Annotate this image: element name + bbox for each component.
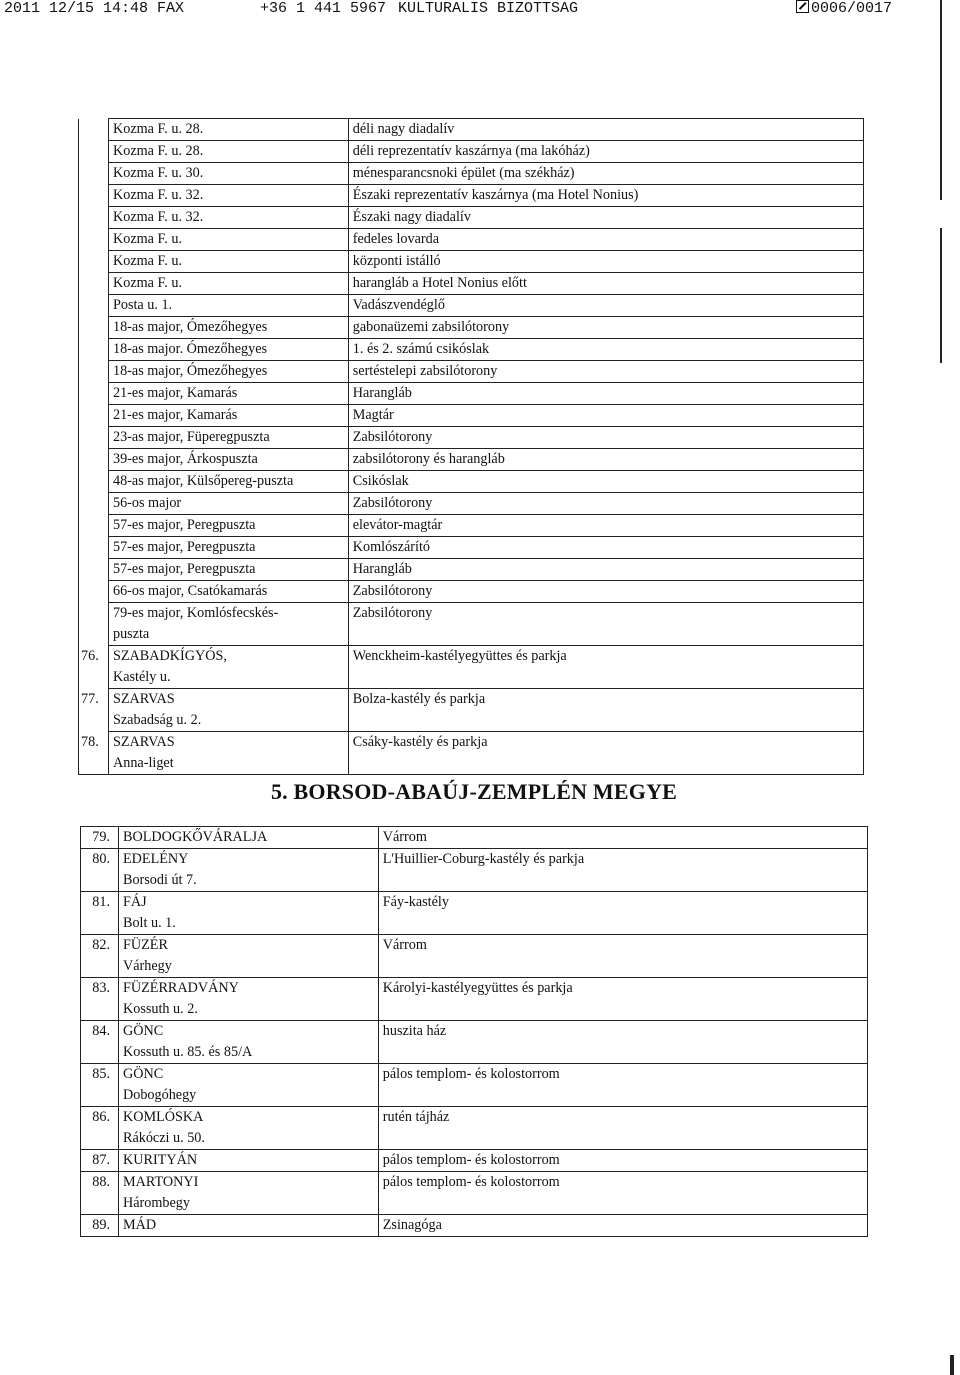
entry-number [79,449,109,471]
location-address: Kossuth u. 85. és 85/A [122,1044,253,1060]
entry-description: L'Huillier-Coburg-kastély és parkja [378,849,867,892]
location-name: Kozma F. u. [112,253,182,269]
entry-description: Károlyi-kastélyegyüttes és parkja [378,978,867,1021]
scan-edge-line [940,228,942,363]
table-row [79,603,864,646]
location-name: FÜZÉRRADVÁNY [122,980,239,996]
entry-location [118,1021,378,1064]
entry-description: Harangláb [348,559,863,581]
table-row [79,295,864,317]
entry-description: déli nagy diadalív [348,119,863,141]
table-row [79,537,864,559]
entry-location [108,427,348,449]
location-name: BOLDOGKŐVÁRALJA [122,829,268,845]
entry-location [108,383,348,405]
location-name: Kozma F. u. 32. [112,187,204,203]
table-row [79,229,864,251]
location-name: 57-es major, Peregpuszta [112,517,256,533]
entry-number [79,207,109,229]
table-row [81,1021,868,1064]
table-row [79,339,864,361]
table-row [81,1215,868,1237]
entry-description: Északi nagy diadalív [348,207,863,229]
location-name: 21-es major, Kamarás [112,385,238,401]
fax-phone: +36 1 441 5967 [260,0,387,17]
entry-number: 87. [81,1150,119,1172]
location-name: 21-es major, Kamarás [112,407,238,423]
entry-number [79,317,109,339]
table-row [79,317,864,339]
entry-description: pálos templom- és kolostorrom [378,1172,867,1215]
table-row [79,361,864,383]
entry-description: pálos templom- és kolostorrom [378,1150,867,1172]
entry-location [108,339,348,361]
location-name: Kozma F. u. [112,231,182,247]
table-row [79,559,864,581]
entry-location [108,185,348,207]
table-row [79,163,864,185]
entry-number: 83. [81,978,119,1021]
entry-description: Fáy-kastély [378,892,867,935]
location-address: puszta [112,626,150,642]
entry-number [79,537,109,559]
entry-description: Zabsilótorony [348,493,863,515]
entry-number [79,493,109,515]
entry-description: Zabsilótorony [348,603,863,646]
entry-location [108,119,348,141]
entry-number [79,471,109,493]
location-name: EDELÉNY [122,851,189,867]
location-name: SZABADKÍGYÓS, [112,648,227,664]
entry-location [108,141,348,163]
entry-number [79,427,109,449]
location-name: 79-es major, Komlósfecskés- [112,605,279,621]
location-name: 23-as major, Füperegpuszta [112,429,270,445]
entry-description: ménesparancsnoki épület (ma székház) [348,163,863,185]
entry-location [108,515,348,537]
fax-page [796,0,892,17]
table-row [79,449,864,471]
table-row [81,849,868,892]
location-name: SZARVAS [112,734,175,750]
fax-sender: KULTURALIS BIZOTTSAG [398,0,579,17]
location-name: GÖNC [122,1066,164,1082]
entry-location [108,732,348,775]
monuments-table-body [81,827,868,1237]
entry-number: 77. [79,689,109,732]
scan-edge-line [940,0,942,200]
table-row [79,732,864,775]
entry-location [108,295,348,317]
fax-header [4,0,954,24]
location-address: Dobogóhegy [122,1087,197,1103]
location-address: Szabadság u. 2. [112,712,202,728]
table-row [79,383,864,405]
location-address: Rákóczi u. 50. [122,1130,205,1146]
monuments-table-body [79,119,864,775]
table-row [79,646,864,689]
entry-description: Wenckheim-kastélyegyüttes és parkja [348,646,863,689]
entry-location [118,1172,378,1215]
location-address: Borsodi út 7. [122,872,197,888]
table-row [81,1107,868,1150]
table-row [79,141,864,163]
monuments-table-bekes [78,118,864,775]
entry-number [79,603,109,646]
entry-number: 82. [81,935,119,978]
entry-location [108,471,348,493]
section-title: 5. BORSOD-ABAÚJ-ZEMPLÉN MEGYE [270,779,678,804]
entry-location [108,493,348,515]
entry-location [118,1064,378,1107]
entry-location [118,978,378,1021]
entry-number [79,229,109,251]
monuments-table-borsod [80,826,868,1237]
location-name: 57-es major, Peregpuszta [112,539,256,555]
table-row [79,471,864,493]
entry-description: rutén tájház [378,1107,867,1150]
location-name: KURITYÁN [122,1152,198,1168]
location-name: 18-as major. Ómezőhegyes [112,341,268,357]
entry-description: déli reprezentatív kaszárnya (ma lakóház) [348,141,863,163]
entry-description: központi istálló [348,251,863,273]
location-name: Kozma F. u. 30. [112,165,204,181]
entry-location [108,251,348,273]
entry-description: Csáky-kastély és parkja [348,732,863,775]
entry-number: 85. [81,1064,119,1107]
entry-description: Komlószárító [348,537,863,559]
entry-description: Vadászvendéglő [348,295,863,317]
table-row [79,515,864,537]
entry-description: Zsinagóga [378,1215,867,1237]
table-row [79,493,864,515]
location-name: 18-as major, Ómezőhegyes [112,319,268,335]
entry-location [108,449,348,471]
entry-location [108,581,348,603]
entry-location [108,361,348,383]
entry-description: elevátor-magtár [348,515,863,537]
entry-number [79,339,109,361]
entry-number [79,163,109,185]
entry-description: 1. és 2. számú csikóslak [348,339,863,361]
entry-description: Zabsilótorony [348,581,863,603]
fax-page-icon [796,0,809,13]
entry-number [79,581,109,603]
location-name: 56-os major [112,495,182,511]
table-row [79,119,864,141]
entry-number: 84. [81,1021,119,1064]
table-row [81,1064,868,1107]
entry-number: 76. [79,646,109,689]
location-name: SZARVAS [112,691,175,707]
table-row [79,689,864,732]
entry-number [79,295,109,317]
location-name: FÁJ [122,894,147,910]
entry-description: Csikóslak [348,471,863,493]
entry-number: 80. [81,849,119,892]
table-row [79,581,864,603]
entry-description: Zabsilótorony [348,427,863,449]
entry-location [108,603,348,646]
location-address: Hárombegy [122,1195,190,1211]
location-address: Várhegy [122,958,172,974]
entry-location [108,163,348,185]
location-name: Kozma F. u. 28. [112,143,204,159]
location-name: GÖNC [122,1023,164,1039]
entry-description: sertéstelepi zabsilótorony [348,361,863,383]
entry-description: Magtár [348,405,863,427]
table-row [79,207,864,229]
location-address: Bolt u. 1. [122,915,176,931]
table-row [81,1150,868,1172]
entry-location [118,849,378,892]
table-row [81,827,868,849]
entry-location [118,892,378,935]
entry-location [108,405,348,427]
location-name: MARTONYI [122,1174,199,1190]
entry-description: gabonaüzemi zabsilótorony [348,317,863,339]
entry-number: 86. [81,1107,119,1150]
fax-datetime: 2011 12/15 14:48 FAX [4,0,185,17]
entry-number [79,185,109,207]
entry-location [118,827,378,849]
fax-page-number: 0006/0017 [811,0,893,17]
entry-location [108,537,348,559]
location-name: Kozma F. u. 28. [112,121,204,137]
entry-location [108,273,348,295]
table-row [81,1172,868,1215]
entry-number [79,273,109,295]
entry-location [108,646,348,689]
location-name: FÜZÉR [122,937,168,953]
entry-description: pálos templom- és kolostorrom [378,1064,867,1107]
entry-location [118,935,378,978]
entry-location [118,1107,378,1150]
entry-description: Bolza-kastély és parkja [348,689,863,732]
location-name: Kozma F. u. 32. [112,209,204,225]
entry-description: zabsilótorony és harangláb [348,449,863,471]
entry-number [79,383,109,405]
entry-description: fedeles lovarda [348,229,863,251]
entry-description: Harangláb [348,383,863,405]
location-name: 66-os major, Csatókamarás [112,583,268,599]
entry-number [79,405,109,427]
location-name: Posta u. 1. [112,297,173,313]
entry-number [79,361,109,383]
table-row [79,427,864,449]
location-address: Anna-liget [112,755,174,771]
table-row [81,935,868,978]
entry-description: Várrom [378,935,867,978]
entry-location [108,559,348,581]
location-name: 57-es major, Peregpuszta [112,561,256,577]
table-row [79,273,864,295]
entry-description: Északi reprezentatív kaszárnya (ma Hotel Nonius) [348,185,863,207]
table-row [81,978,868,1021]
entry-number [79,559,109,581]
entry-number: 79. [81,827,119,849]
entry-number: 89. [81,1215,119,1237]
entry-number [79,119,109,141]
location-name: Kozma F. u. [112,275,182,291]
location-name: 48-as major, Külsőpereg-puszta [112,473,294,489]
entry-location [118,1215,378,1237]
entry-description: Várrom [378,827,867,849]
entry-location [108,207,348,229]
entry-number [79,251,109,273]
entry-description: harangláb a Hotel Nonius előtt [348,273,863,295]
table-row [81,892,868,935]
entry-number [79,141,109,163]
location-name: 39-es major, Árkospuszta [112,451,258,467]
location-address: Kossuth u. 2. [122,1001,198,1017]
table-row [79,185,864,207]
entry-number: 78. [79,732,109,775]
entry-number [79,515,109,537]
entry-location [118,1150,378,1172]
entry-location [108,317,348,339]
entry-location [108,689,348,732]
entry-location [108,229,348,251]
location-name: MÁD [122,1217,157,1233]
entry-number: 81. [81,892,119,935]
entry-description: huszita ház [378,1021,867,1064]
entry-number: 88. [81,1172,119,1215]
table-row [79,251,864,273]
location-name: KOMLÓSKA [122,1109,204,1125]
location-name: 18-as major, Ómezőhegyes [112,363,268,379]
location-address: Kastély u. [112,669,171,685]
scan-edge-mark [950,1355,954,1375]
table-row [79,405,864,427]
